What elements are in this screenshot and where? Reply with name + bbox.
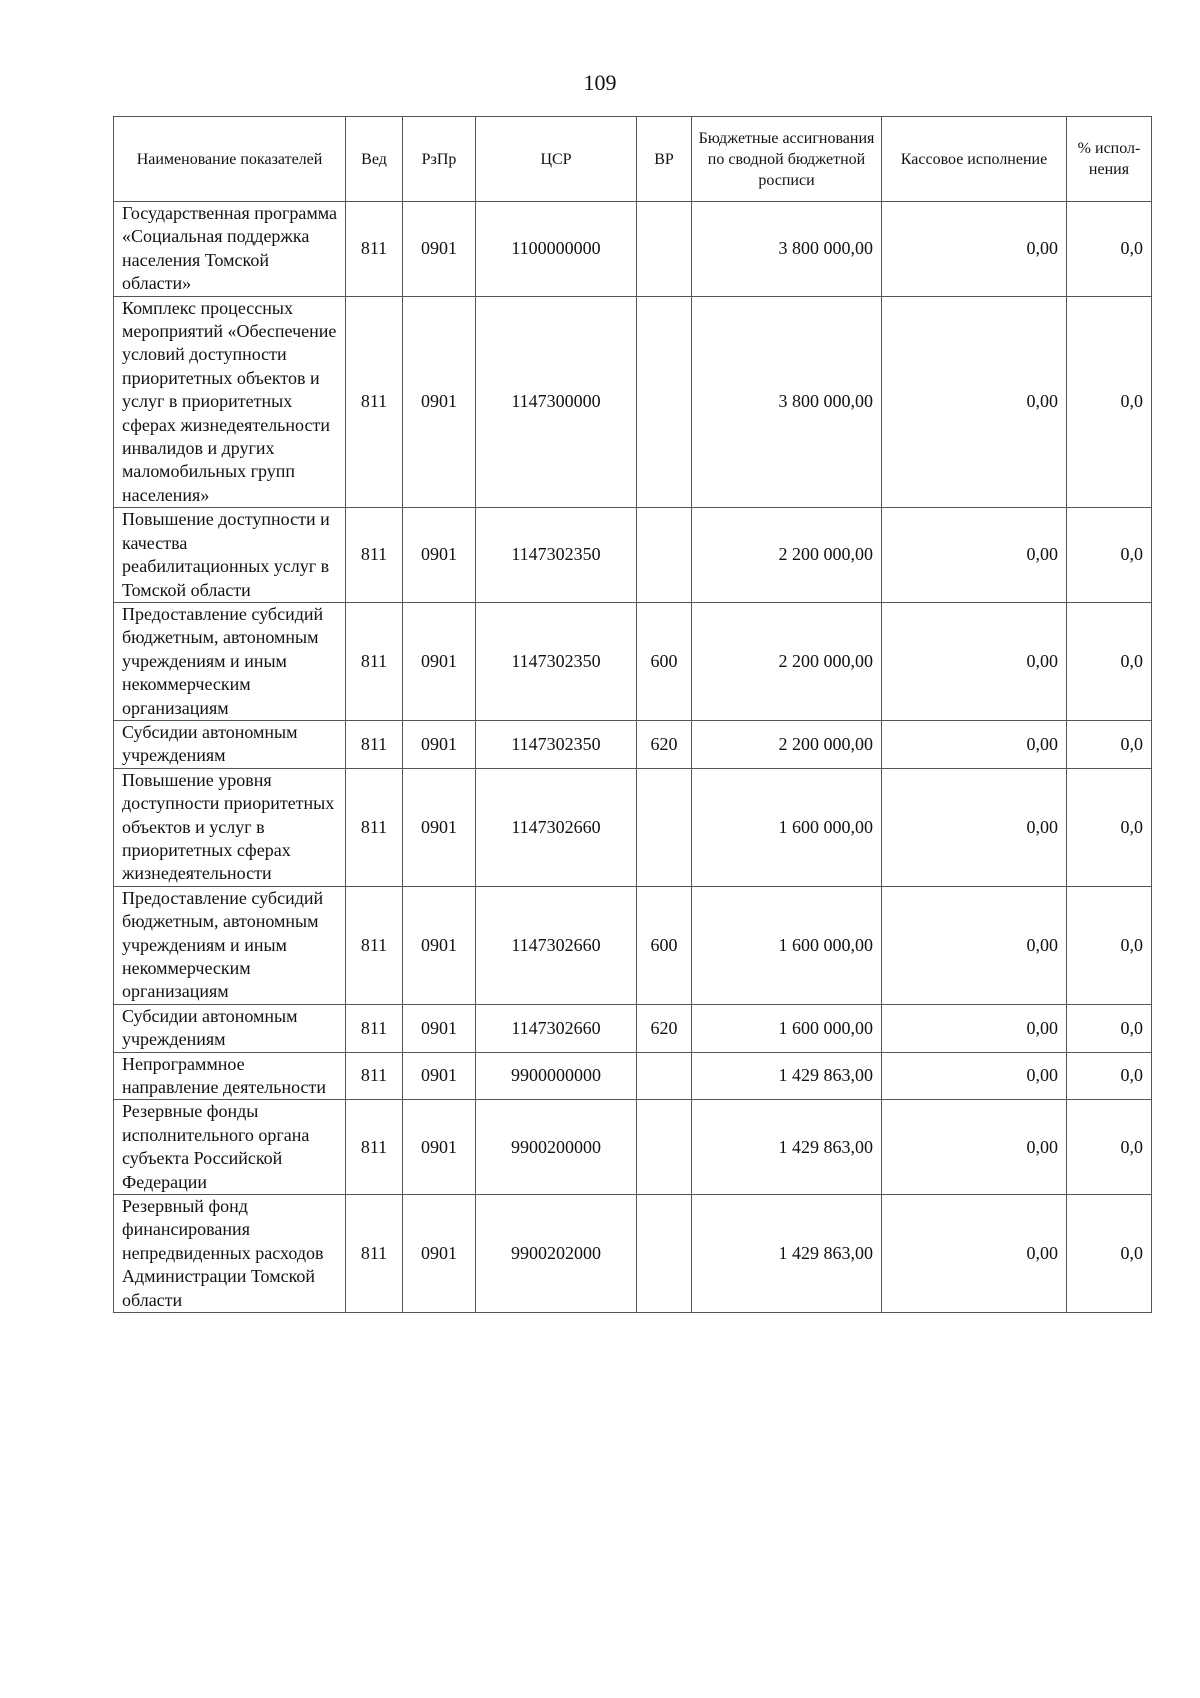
table-row [114,1100,1152,1195]
cell-name: Повышение уровня доступности приоритетных объектов и услуг в приоритетных сферах жизнедеятельности [114,768,346,886]
page-number: 109 [583,70,617,95]
cell-budget: 1 429 863,00 [692,1195,882,1313]
cell-rzpr: 0901 [403,720,476,768]
cell-rzpr: 0901 [403,202,476,297]
cell-rzpr: 0901 [403,1004,476,1052]
cell-budget: 1 429 863,00 [692,1052,882,1100]
cell-rzpr: 0901 [403,1052,476,1100]
cell-rzpr: 0901 [403,1195,476,1313]
table-row [114,602,1152,720]
cell-csr: 1100000000 [476,202,637,297]
cell-ved: 811 [346,720,403,768]
cell-cash: 0,00 [882,1004,1067,1052]
cell-csr: 1147302350 [476,720,637,768]
table-row [114,1052,1152,1100]
cell-csr: 9900202000 [476,1195,637,1313]
cell-ved: 811 [346,296,403,508]
table-row [114,768,1152,886]
cell-rzpr: 0901 [403,1100,476,1195]
header-vr: ВР [637,117,692,202]
cell-ved: 811 [346,602,403,720]
cell-budget: 2 200 000,00 [692,602,882,720]
cell-rzpr: 0901 [403,296,476,508]
cell-percent: 0,0 [1067,1052,1152,1100]
cell-cash: 0,00 [882,602,1067,720]
cell-ved: 811 [346,202,403,297]
cell-vr: 620 [637,1004,692,1052]
cell-csr: 1147302350 [476,602,637,720]
header-name: Наименование показателей [114,117,346,202]
cell-ved: 811 [346,1195,403,1313]
cell-vr [637,1195,692,1313]
cell-cash: 0,00 [882,202,1067,297]
cell-cash: 0,00 [882,1052,1067,1100]
cell-ved: 811 [346,1100,403,1195]
cell-ved: 811 [346,1052,403,1100]
cell-cash: 0,00 [882,886,1067,1004]
cell-csr: 9900200000 [476,1100,637,1195]
cell-vr [637,296,692,508]
cell-name: Непрограммное направление деятельности [114,1052,346,1100]
table-row [114,1004,1152,1052]
cell-budget: 2 200 000,00 [692,508,882,603]
header-rzpr: РзПр [403,117,476,202]
cell-csr: 9900000000 [476,1052,637,1100]
cell-budget: 3 800 000,00 [692,296,882,508]
cell-ved: 811 [346,1004,403,1052]
cell-budget: 3 800 000,00 [692,202,882,297]
cell-percent: 0,0 [1067,602,1152,720]
cell-percent: 0,0 [1067,720,1152,768]
cell-name: Предоставление субсидий бюджетным, автономным учреждениям и иным некоммерческим организациям [114,886,346,1004]
cell-rzpr: 0901 [403,886,476,1004]
cell-cash: 0,00 [882,508,1067,603]
table-row [114,508,1152,603]
cell-rzpr: 0901 [403,602,476,720]
table-row [114,886,1152,1004]
cell-percent: 0,0 [1067,296,1152,508]
header-ved: Вед [346,117,403,202]
cell-vr [637,508,692,603]
header-cash: Кассовое исполнение [882,117,1067,202]
cell-csr: 1147302350 [476,508,637,603]
cell-cash: 0,00 [882,720,1067,768]
cell-cash: 0,00 [882,1100,1067,1195]
cell-csr: 1147302660 [476,886,637,1004]
table-row [114,202,1152,297]
cell-cash: 0,00 [882,296,1067,508]
cell-percent: 0,0 [1067,1195,1152,1313]
cell-ved: 811 [346,886,403,1004]
cell-percent: 0,0 [1067,1004,1152,1052]
cell-cash: 0,00 [882,768,1067,886]
cell-name: Повышение доступности и качества реабилитационных услуг в Томской области [114,508,346,603]
cell-csr: 1147302660 [476,1004,637,1052]
cell-name: Резервные фонды исполнительного органа субъекта Российской Федерации [114,1100,346,1195]
cell-vr [637,202,692,297]
cell-percent: 0,0 [1067,1100,1152,1195]
cell-csr: 1147300000 [476,296,637,508]
header-percent: % испол-нения [1067,117,1152,202]
cell-vr: 600 [637,886,692,1004]
cell-ved: 811 [346,508,403,603]
cell-rzpr: 0901 [403,768,476,886]
cell-vr [637,768,692,886]
cell-budget: 1 600 000,00 [692,768,882,886]
cell-percent: 0,0 [1067,202,1152,297]
header-csr: ЦСР [476,117,637,202]
cell-ved: 811 [346,768,403,886]
cell-vr [637,1100,692,1195]
table-row [114,1195,1152,1313]
cell-percent: 0,0 [1067,768,1152,886]
cell-percent: 0,0 [1067,886,1152,1004]
budget-table [113,116,1152,1313]
cell-budget: 1 600 000,00 [692,1004,882,1052]
cell-vr [637,1052,692,1100]
cell-budget: 2 200 000,00 [692,720,882,768]
cell-name: Субсидии автономным учреждениям [114,1004,346,1052]
cell-percent: 0,0 [1067,508,1152,603]
header-row [114,117,1152,202]
cell-name: Субсидии автономным учреждениям [114,720,346,768]
cell-csr: 1147302660 [476,768,637,886]
cell-rzpr: 0901 [403,508,476,603]
cell-name: Предоставление субсидий бюджетным, автономным учреждениям и иным некоммерческим организациям [114,602,346,720]
cell-budget: 1 429 863,00 [692,1100,882,1195]
cell-vr: 620 [637,720,692,768]
header-budget: Бюджетные ассигнования по сводной бюджетной росписи [692,117,882,202]
cell-vr: 600 [637,602,692,720]
table-row [114,720,1152,768]
cell-name: Комплекс процессных мероприятий «Обеспечение условий доступности приоритетных объектов и услуг в приоритетных сферах жизнедеятельности инвалидов и других маломобильных групп населения» [114,296,346,508]
cell-budget: 1 600 000,00 [692,886,882,1004]
cell-name: Резервный фонд финансирования непредвиденных расходов Администрации Томской области [114,1195,346,1313]
cell-name: Государственная программа «Социальная поддержка населения Томской области» [114,202,346,297]
cell-cash: 0,00 [882,1195,1067,1313]
table-row [114,296,1152,508]
